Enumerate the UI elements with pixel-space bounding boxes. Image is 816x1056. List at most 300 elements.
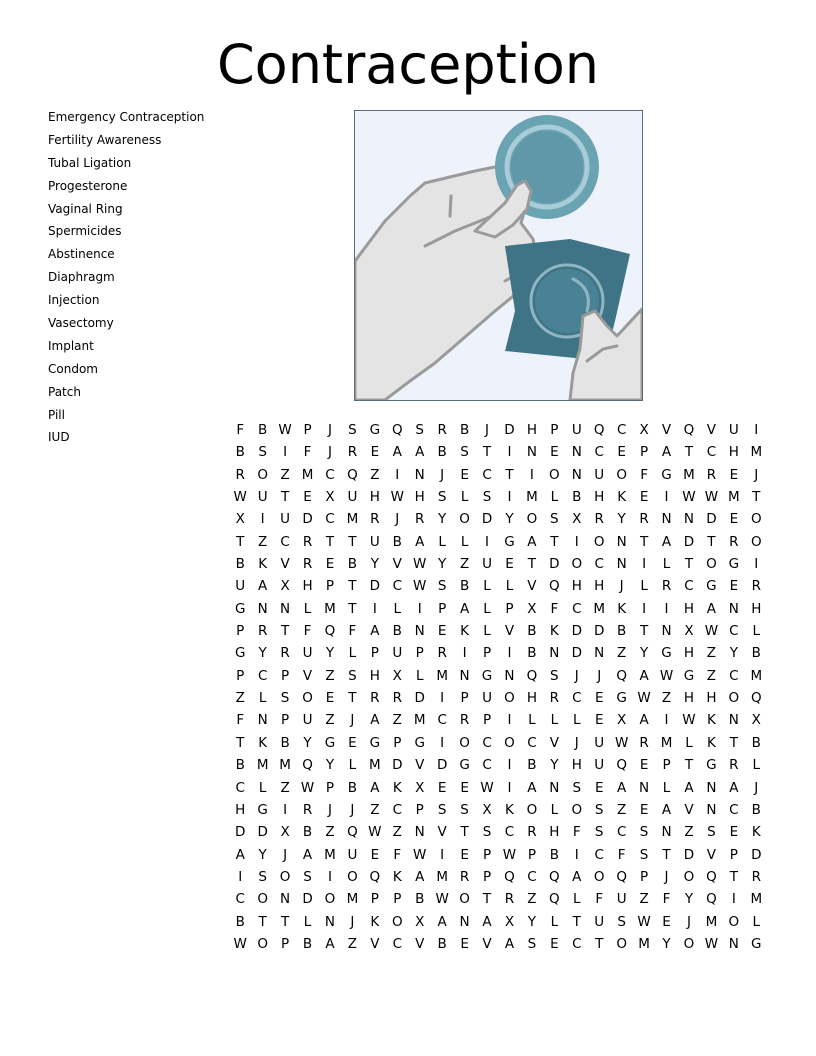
grid-letter: T — [707, 533, 716, 550]
grid-letter: Q — [616, 868, 627, 885]
grid-letter: P — [325, 578, 335, 595]
grid-letter: U — [594, 466, 605, 483]
grid-letter: I — [417, 600, 422, 617]
grid-letter: P — [281, 935, 290, 952]
grid-letter: G — [504, 533, 515, 550]
grid-letter: O — [391, 913, 403, 930]
grid-letter: K — [258, 556, 268, 573]
grid-letter: K — [706, 734, 716, 751]
grid-letter: K — [617, 600, 627, 617]
grid-letter: M — [638, 935, 650, 952]
grid-letter: Z — [325, 667, 335, 684]
grid-letter: M — [436, 868, 448, 885]
grid-letter: L — [348, 645, 357, 662]
grid-letter: P — [550, 422, 559, 438]
grid-letter: W — [413, 556, 427, 573]
grid-letter: B — [235, 444, 245, 461]
grid-letter: X — [617, 712, 627, 729]
grid-letter: A — [459, 600, 470, 617]
grid-letter: Z — [392, 824, 402, 841]
grid-letter: O — [459, 511, 470, 528]
word-list-item: Vaginal Ring — [48, 201, 123, 216]
grid-letter: T — [280, 623, 290, 640]
grid-letter: H — [549, 824, 560, 841]
grid-letter: T — [572, 913, 581, 930]
grid-letter: G — [481, 667, 493, 684]
grid-letter: R — [347, 444, 358, 461]
grid-letter: P — [281, 712, 290, 729]
grid-letter: P — [640, 444, 649, 461]
grid-letter: E — [325, 690, 335, 707]
grid-letter: E — [639, 757, 649, 774]
grid-letter: J — [350, 712, 355, 729]
grid-letter: T — [482, 891, 492, 908]
grid-letter: N — [728, 712, 739, 729]
grid-letter: Z — [235, 690, 245, 707]
grid-letter: W — [480, 779, 494, 796]
grid-letter: L — [752, 757, 761, 774]
grid-letter: R — [302, 556, 313, 573]
grid-letter: O — [616, 935, 627, 952]
grid-letter: Z — [347, 935, 358, 952]
grid-letter: Q — [616, 667, 627, 684]
grid-letter: X — [280, 824, 290, 841]
grid-letter: R — [459, 712, 470, 729]
grid-letter: H — [302, 578, 313, 595]
grid-letter: S — [482, 489, 492, 506]
grid-letter: D — [436, 757, 448, 774]
grid-letter: D — [683, 533, 695, 550]
grid-letter: B — [572, 489, 582, 506]
word-list-item: Pill — [48, 407, 65, 422]
grid-letter: O — [728, 913, 740, 930]
grid-letter: A — [706, 600, 717, 617]
grid-letter: K — [370, 913, 380, 930]
grid-letter: U — [594, 757, 605, 774]
grid-letter: T — [258, 913, 267, 930]
grid-letter: W — [300, 779, 315, 796]
grid-letter: N — [571, 444, 582, 461]
grid-letter: F — [617, 846, 626, 863]
grid-letter: Q — [324, 623, 336, 640]
grid-letter: I — [327, 868, 332, 885]
grid-letter: Q — [391, 422, 403, 438]
grid-letter: X — [639, 422, 649, 438]
grid-letter: B — [392, 623, 402, 640]
grid-letter: O — [750, 533, 762, 550]
grid-letter: J — [597, 667, 602, 684]
grid-letter: W — [390, 489, 404, 506]
word-list-item: Patch — [48, 384, 81, 399]
grid-letter: I — [283, 444, 288, 461]
grid-letter: N — [414, 466, 425, 483]
finger-line-2 — [450, 196, 451, 216]
grid-letter: N — [661, 623, 672, 640]
grid-letter: J — [327, 801, 332, 818]
grid-letter: S — [348, 422, 357, 438]
grid-letter: P — [303, 422, 312, 438]
grid-row — [229, 487, 768, 509]
grid-letter: W — [233, 935, 247, 952]
word-list — [48, 108, 204, 451]
grid-letter: I — [283, 801, 288, 818]
grid-letter: S — [258, 868, 267, 885]
grid-letter: R — [527, 824, 537, 841]
grid-letter: C — [437, 712, 447, 729]
grid-letter: P — [438, 600, 447, 617]
grid-letter: D — [302, 891, 313, 908]
grid-letter: W — [659, 667, 674, 684]
grid-letter: B — [437, 444, 447, 461]
grid-letter: T — [527, 556, 537, 573]
grid-letter: E — [594, 779, 604, 796]
grid-letter: O — [504, 690, 515, 707]
grid-letter: Q — [616, 757, 627, 774]
grid-row — [229, 643, 768, 665]
word-list-item: Abstinence — [48, 247, 115, 262]
grid-letter: N — [571, 466, 582, 483]
grid-letter: H — [235, 801, 246, 818]
grid-letter: O — [683, 935, 695, 952]
grid-row — [229, 755, 768, 777]
grid-letter: V — [504, 623, 515, 640]
grid-letter: N — [728, 935, 739, 952]
grid-letter: M — [346, 891, 359, 908]
grid-letter: U — [616, 891, 627, 908]
grid-letter: O — [504, 734, 515, 751]
grid-letter: M — [413, 712, 426, 729]
grid-letter: C — [504, 824, 515, 841]
grid-letter: A — [684, 779, 694, 796]
grid-letter: T — [460, 824, 469, 841]
grid-letter: B — [347, 556, 358, 573]
grid-letter: J — [574, 667, 579, 684]
grid-letter: I — [440, 846, 445, 863]
grid-letter: T — [595, 935, 604, 952]
grid-letter: N — [280, 600, 291, 617]
grid-letter: K — [392, 779, 402, 796]
grid-letter: V — [370, 935, 380, 952]
grid-letter: L — [752, 913, 761, 930]
grid-letter: E — [348, 734, 357, 751]
grid-letter: M — [705, 913, 718, 930]
grid-letter: P — [460, 690, 469, 707]
grid-letter: W — [435, 891, 449, 908]
grid-letter: L — [460, 533, 469, 550]
grid-letter: B — [459, 578, 470, 595]
grid-letter: Y — [303, 734, 312, 751]
grid-letter: G — [706, 578, 717, 595]
grid-letter: Y — [639, 645, 649, 662]
grid-letter: R — [415, 511, 425, 528]
grid-letter: C — [325, 511, 335, 528]
grid-letter: T — [505, 466, 514, 483]
grid-letter: C — [594, 846, 604, 863]
grid-letter: U — [280, 511, 291, 528]
grid-letter: E — [594, 690, 604, 707]
grid-letter: X — [504, 913, 515, 930]
grid-letter: L — [348, 757, 357, 774]
grid-letter: L — [483, 578, 491, 595]
grid-letter: L — [483, 623, 491, 640]
grid-letter: Y — [662, 935, 671, 952]
grid-letter: B — [392, 533, 402, 550]
grid-letter: S — [617, 913, 626, 930]
grid-letter: A — [639, 712, 649, 729]
grid-letter: Z — [706, 645, 717, 662]
grid-letter: T — [482, 444, 492, 461]
grid-letter: O — [571, 801, 583, 818]
word-list-item: Condom — [48, 361, 98, 376]
grid-letter: Z — [392, 712, 402, 729]
grid-letter: I — [440, 734, 445, 751]
grid-letter: J — [327, 444, 332, 461]
grid-letter: X — [325, 489, 335, 506]
grid-letter: I — [395, 466, 400, 483]
grid-letter: A — [661, 801, 672, 818]
grid-letter: O — [257, 935, 268, 952]
grid-row — [229, 867, 768, 889]
grid-letter: S — [594, 824, 604, 841]
grid-letter: F — [550, 600, 559, 617]
grid-letter: A — [258, 578, 268, 595]
grid-letter: L — [550, 801, 559, 818]
grid-letter: V — [661, 422, 672, 438]
grid-letter: C — [572, 600, 582, 617]
grid-letter: E — [370, 444, 380, 461]
grid-letter: E — [594, 712, 604, 729]
grid-letter: B — [549, 846, 559, 863]
grid-letter: N — [549, 779, 560, 796]
grid-letter: C — [325, 466, 335, 483]
grid-letter: A — [661, 533, 672, 550]
grid-letter: A — [572, 868, 582, 885]
grid-letter: B — [280, 734, 290, 751]
grid-letter: D — [392, 757, 403, 774]
grid-letter: B — [302, 935, 313, 952]
grid-letter: K — [392, 868, 402, 885]
grid-letter: I — [372, 600, 377, 617]
grid-letter: T — [236, 734, 245, 751]
grid-letter: C — [684, 578, 694, 595]
grid-letter: R — [235, 466, 245, 483]
grid-letter: K — [617, 489, 627, 506]
grid-letter: V — [415, 757, 425, 774]
grid-letter: Q — [683, 422, 695, 438]
word-list-item: Fertility Awareness — [48, 132, 162, 147]
grid-letter: M — [369, 757, 381, 774]
grid-letter: S — [303, 868, 312, 885]
grid-row — [229, 666, 768, 688]
grid-letter: R — [370, 511, 380, 528]
grid-letter: B — [235, 556, 245, 573]
grid-letter: B — [751, 734, 761, 751]
grid-letter: S — [437, 801, 447, 818]
grid-letter: C — [482, 757, 492, 774]
grid-letter: P — [393, 734, 402, 751]
grid-letter: Y — [258, 846, 267, 863]
grid-letter: Q — [549, 868, 560, 885]
grid-letter: S — [572, 779, 582, 796]
grid-letter: N — [324, 913, 336, 930]
grid-letter: P — [729, 846, 738, 863]
grid-row — [229, 934, 768, 956]
grid-letter: Q — [302, 757, 313, 774]
grid-letter: B — [527, 757, 537, 774]
grid-letter: P — [482, 846, 492, 863]
grid-letter: Z — [280, 466, 290, 483]
grid-letter: I — [731, 891, 736, 908]
grid-letter: I — [754, 422, 759, 438]
grid-letter: E — [437, 623, 447, 640]
grid-letter: I — [485, 533, 490, 550]
grid-letter: E — [639, 801, 649, 818]
grid-letter: G — [683, 667, 695, 684]
grid-letter: F — [348, 623, 357, 640]
grid-letter: V — [482, 935, 492, 952]
grid-letter: L — [438, 533, 446, 550]
grid-letter: H — [594, 489, 605, 506]
word-list-item: Emergency Contraception — [48, 110, 205, 124]
grid-letter: E — [460, 846, 469, 863]
grid-letter: V — [527, 578, 537, 595]
grid-row — [229, 778, 768, 800]
grid-letter: A — [415, 444, 425, 461]
grid-letter: N — [280, 891, 291, 908]
grid-letter: S — [482, 824, 492, 841]
grid-letter: U — [571, 422, 582, 438]
grid-letter: F — [640, 466, 648, 483]
grid-letter: J — [440, 466, 445, 483]
grid-letter: B — [751, 645, 761, 662]
grid-letter: L — [573, 891, 581, 908]
grid-letter: W — [278, 422, 292, 438]
grid-letter: G — [706, 757, 717, 774]
grid-letter: R — [729, 757, 739, 774]
grid-letter: W — [413, 578, 427, 595]
grid-letter: L — [662, 779, 671, 796]
grid-letter: A — [617, 779, 627, 796]
grid-letter: L — [303, 600, 312, 617]
grid-letter: L — [258, 690, 267, 707]
grid-letter: U — [594, 913, 605, 930]
grid-letter: N — [549, 645, 560, 662]
grid-letter: F — [236, 712, 245, 729]
grid-letter: Z — [617, 801, 627, 818]
grid-letter: P — [640, 868, 649, 885]
grid-letter: O — [593, 533, 605, 550]
grid-letter: B — [302, 824, 313, 841]
hands-holding-condoms-illustration — [354, 110, 643, 401]
grid-letter: E — [729, 824, 739, 841]
grid-letter: L — [573, 712, 581, 729]
grid-letter: N — [616, 556, 627, 573]
grid-letter: P — [236, 667, 245, 684]
grid-letter: B — [527, 623, 537, 640]
grid-letter: U — [235, 578, 246, 595]
grid-letter: R — [437, 422, 447, 438]
grid-letter: R — [302, 533, 313, 550]
grid-letter: T — [729, 734, 738, 751]
grid-letter: Z — [325, 824, 335, 841]
grid-letter: G — [661, 466, 672, 483]
grid-letter: Q — [750, 690, 762, 707]
grid-letter: V — [706, 422, 717, 438]
grid-letter: E — [505, 556, 514, 573]
grid-row — [229, 576, 768, 598]
grid-letter: V — [280, 556, 290, 573]
grid-letter: L — [752, 623, 761, 640]
grid-row — [229, 688, 768, 710]
grid-row — [229, 800, 768, 822]
grid-letter: M — [324, 846, 336, 863]
grid-letter: U — [482, 556, 492, 573]
grid-letter: O — [683, 868, 695, 885]
grid-letter: N — [639, 779, 650, 796]
grid-letter: R — [257, 623, 268, 640]
grid-letter: I — [664, 600, 669, 617]
grid-letter: W — [413, 846, 427, 863]
grid-letter: O — [459, 734, 470, 751]
grid-letter: F — [303, 623, 312, 640]
grid-letter: F — [572, 824, 581, 841]
grid-letter: H — [571, 757, 582, 774]
grid-letter: M — [301, 466, 314, 483]
grid-row — [229, 822, 768, 844]
grid-letter: M — [683, 466, 695, 483]
grid-letter: X — [392, 667, 402, 684]
grid-letter: I — [507, 779, 512, 796]
grid-letter: E — [550, 935, 559, 952]
grid-letter: Q — [526, 667, 538, 684]
grid-letter: P — [482, 712, 492, 729]
grid-letter: O — [526, 511, 538, 528]
grid-letter: Y — [258, 645, 267, 662]
grid-letter: I — [664, 712, 669, 729]
grid-letter: H — [683, 690, 695, 707]
grid-letter: M — [256, 757, 269, 774]
grid-letter: E — [729, 578, 739, 595]
grid-letter: P — [505, 600, 514, 617]
grid-letter: L — [460, 489, 469, 506]
grid-letter: Z — [325, 712, 335, 729]
word-list-item: IUD — [48, 430, 70, 445]
grid-letter: Y — [438, 511, 447, 528]
page-title: Contraception — [216, 33, 600, 96]
grid-letter: E — [729, 466, 739, 483]
grid-letter: O — [324, 891, 336, 908]
grid-letter: D — [504, 422, 515, 438]
grid-letter: P — [482, 645, 492, 662]
grid-letter: T — [348, 578, 357, 595]
grid-letter: M — [436, 667, 448, 684]
grid-letter: L — [393, 600, 402, 617]
grid-letter: G — [751, 935, 762, 952]
grid-letter: P — [482, 868, 492, 885]
grid-letter: W — [704, 623, 719, 640]
grid-letter: T — [729, 868, 738, 885]
grid-letter: P — [325, 779, 335, 796]
word-list-item: Implant — [48, 338, 94, 353]
grid-letter: T — [684, 556, 694, 573]
grid-letter: R — [639, 511, 649, 528]
grid-row — [229, 889, 768, 911]
grid-letter: R — [280, 645, 290, 662]
grid-letter: C — [594, 556, 604, 573]
grid-letter: A — [504, 935, 515, 952]
grid-letter: V — [684, 801, 694, 818]
grid-letter: O — [526, 801, 538, 818]
